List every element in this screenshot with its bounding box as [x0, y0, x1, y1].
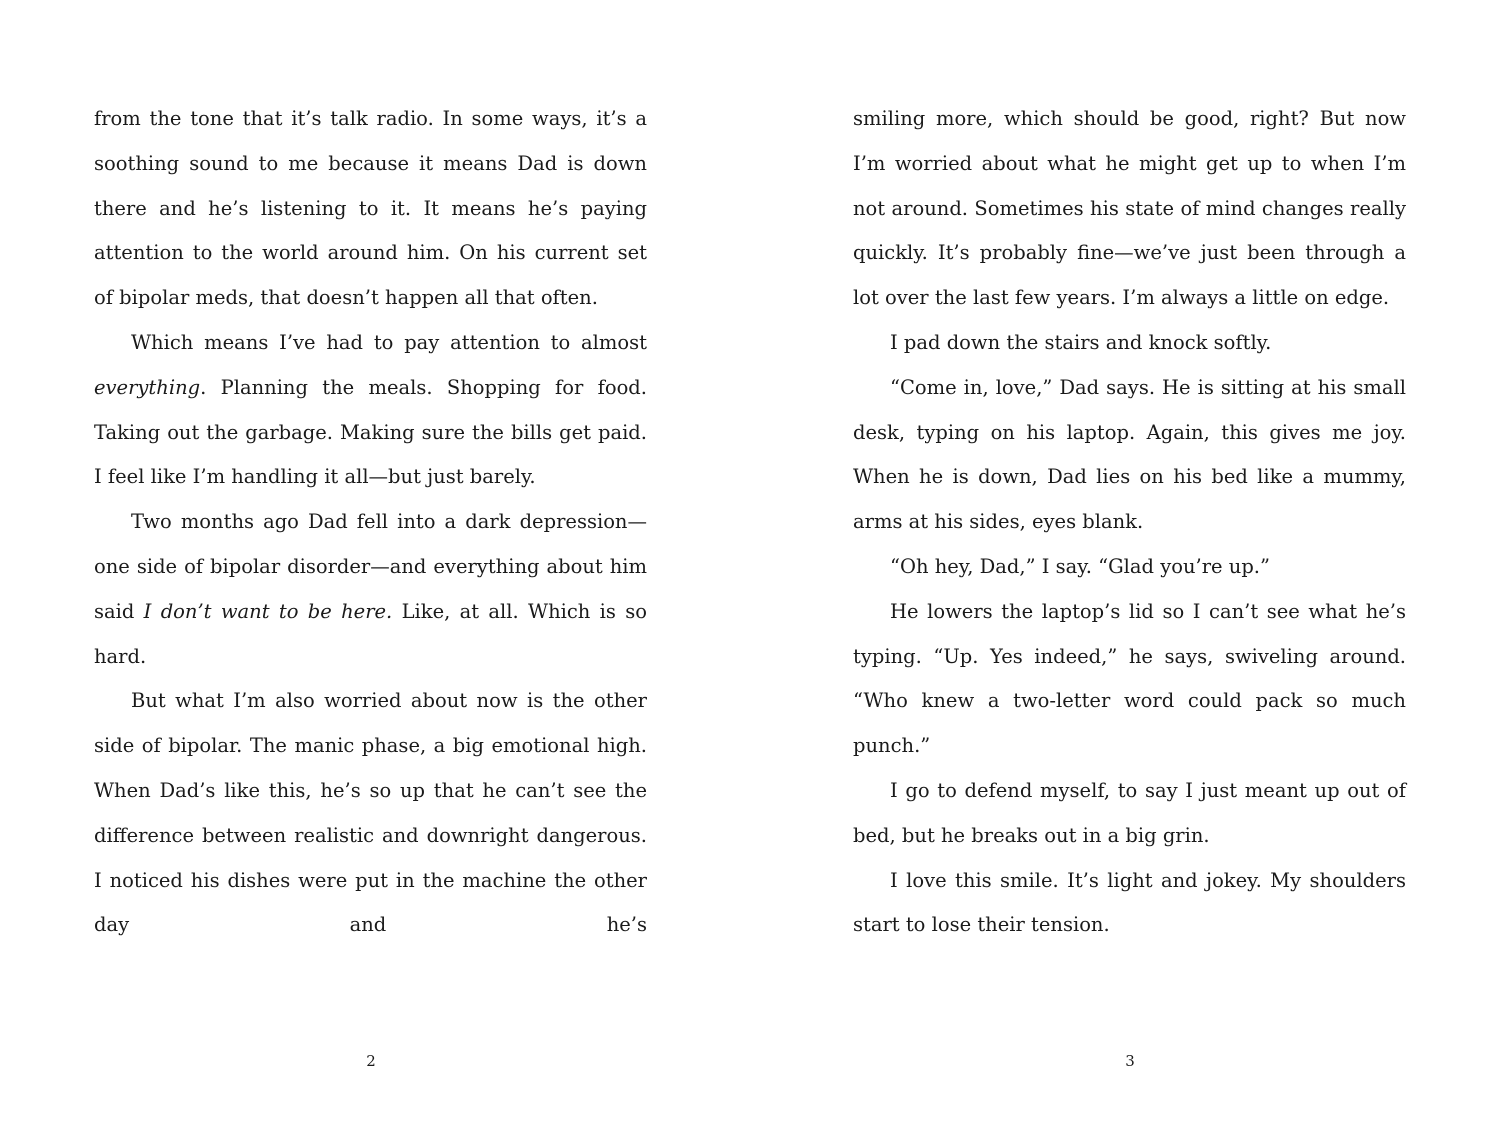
paragraph-text: Two months ago Dad fell into a dark depression—one side of bipolar disorder—and everything about him said — [94, 510, 647, 623]
paragraph: He lowers the laptop’s lid so I can’t see what he’s typing. “Up. Yes indeed,” he says, swiveling around. “Who knew a two-letter word could pack so much punch.” — [853, 599, 1406, 758]
paragraph: smiling more, which should be good, right? But now I’m worried about what he might get up to when I’m not around. Sometimes his state of mind changes really quickly. It’s probably fine—we’ve just been through a lot over the last few years. I’m always a little on edge. — [853, 107, 1406, 310]
page-number-right: 3 — [1125, 1052, 1135, 1070]
paragraph: I pad down the stairs and knock softly. — [890, 330, 1272, 354]
paragraph: from the tone that it’s talk radio. In some ways, it’s a soothing sound to me because it means Dad is down there and he’s listening to it. It means he’s paying attention to the world around him. On his current set of bipolar meds, that doesn’t happen all that often. — [94, 107, 647, 310]
italic-text: I don’t want to be here. — [143, 599, 393, 623]
paragraph-text: Which means I’ve had to pay attention to almost — [131, 330, 647, 354]
paragraph: I go to defend myself, to say I just meant up out of bed, but he breaks out in a big grin. — [853, 778, 1406, 847]
paragraph-text: Like, at all. Which is so hard. — [94, 599, 647, 668]
paragraph-text: . Planning the meals. Shopping for food. Taking out the garbage. Making sure the bills get paid. I feel like I’m handling it all—but just barely. — [94, 375, 647, 489]
paragraph — [94, 500, 647, 679]
paragraph: “Come in, love,” Dad says. He is sitting at his small desk, typing on his laptop. Again, this gives me joy. When he is down, Dad lies on his bed like a mummy, arms at his sides, eyes blank. — [853, 375, 1406, 534]
paragraph: But what I’m also worried about now is the other side of bipolar. The manic phase, a big emotional high. When Dad’s like this, he’s so up that he can’t see the difference between realistic and downright dangerous. I noticed his dishes were put in the machine the other day and he’s — [94, 689, 647, 937]
left-page-text — [94, 97, 647, 948]
paragraph — [94, 321, 647, 500]
italic-text: everything — [94, 375, 201, 399]
paragraph: “Oh hey, Dad,” I say. “Glad you’re up.” — [890, 554, 1270, 578]
paragraph: I love this smile. It’s light and jokey. My shoulders start to lose their tension. — [853, 868, 1406, 937]
page-number-left: 2 — [366, 1052, 376, 1070]
right-page-text — [853, 97, 1406, 948]
